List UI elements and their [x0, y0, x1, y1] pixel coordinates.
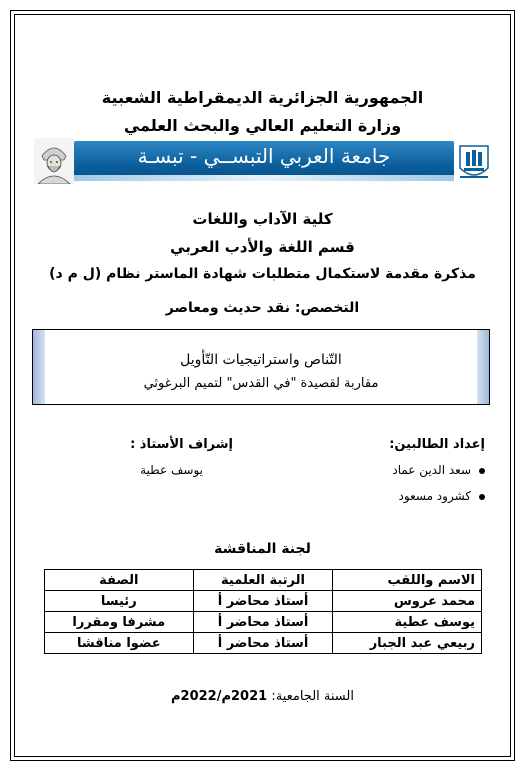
founder-portrait-icon	[34, 138, 74, 184]
header-rank: الرتبة العلمية	[193, 570, 333, 591]
table-row	[45, 612, 482, 633]
academic-year-value: 2021م/2022م	[171, 689, 268, 704]
ministry-heading: وزارة التعليم العالي والبحث العلمي	[123, 116, 402, 135]
student-item	[399, 489, 485, 503]
header-name: الاسم واللقب	[333, 570, 482, 591]
university-banner	[34, 138, 494, 184]
university-logo-icon	[454, 138, 494, 184]
member-name: ربيعي عبد الجبار	[333, 633, 482, 654]
table-row	[45, 633, 482, 654]
member-role: رئيسا	[45, 591, 194, 612]
header-role: الصفة	[45, 570, 194, 591]
student-name: كشرود مسعود	[398, 489, 471, 503]
department-name: قسم اللغة والأدب العربي	[170, 238, 355, 256]
table-row	[45, 591, 482, 612]
member-name: يوسف عطية	[333, 612, 482, 633]
member-name: محمد عروس	[333, 591, 482, 612]
university-name: جامعة العربي التبســي - تبسـة	[137, 144, 391, 168]
thesis-title-box	[32, 329, 490, 405]
member-role: مشرفا ومقررا	[45, 612, 194, 633]
academic-year	[0, 689, 525, 704]
student-item	[392, 463, 485, 477]
supervisor-name: يوسف عطية	[140, 463, 203, 477]
member-rank: أستاذ محاضر أ	[193, 612, 333, 633]
thesis-subtitle: مقاربة لقصيدة "في القدس" لتميم البرغوثي	[143, 376, 379, 391]
member-rank: أستاذ محاضر أ	[193, 633, 333, 654]
academic-year-label: السنة الجامعية:	[271, 689, 354, 704]
student-name: سعد الدين عماد	[392, 463, 471, 477]
bullet-icon	[479, 468, 485, 474]
supervisor-label: إشراف الأستاذ :	[130, 437, 233, 452]
member-rank: أستاذ محاضر أ	[193, 591, 333, 612]
member-role: عضوا مناقشا	[45, 633, 194, 654]
committee-table	[44, 569, 482, 654]
students-label: إعداد الطالبين:	[389, 437, 485, 452]
table-header-row	[45, 570, 482, 591]
bullet-icon	[479, 494, 485, 500]
specialty: التخصص: نقد حديث ومعاصر	[165, 300, 360, 316]
committee-title: لجنة المناقشة	[214, 541, 311, 557]
faculty-name: كلية الآداب واللغات	[192, 210, 333, 228]
memo-description: مذكرة مقدمة لاستكمال متطلبات شهادة الماستر نظام (ل م د)	[49, 266, 476, 282]
thesis-title: التّناص واستراتيجيات التّأويل	[180, 352, 342, 368]
republic-heading: الجمهورية الجزائرية الديمقراطية الشعبية	[101, 88, 424, 107]
